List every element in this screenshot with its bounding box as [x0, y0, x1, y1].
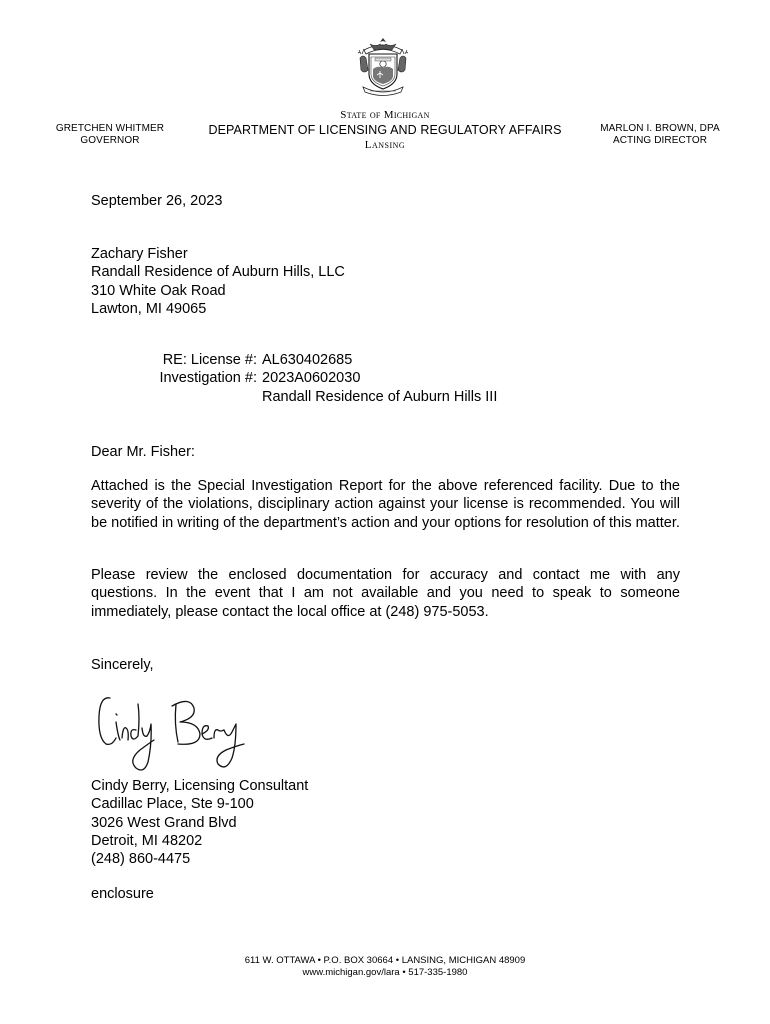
governor-block — [50, 123, 170, 147]
state-seal — [356, 36, 410, 98]
body-paragraph-1: Attached is the Special Investigation Report for the above referenced facility. Due to the severity of the violations, disciplinary action against your license is recommended. You will be notified in writing of the department’s action and your options for resolution of this matter. — [91, 478, 680, 531]
investigation-label: Investigation #: — [159, 370, 257, 387]
enclosure-note: enclosure — [91, 886, 154, 902]
recipient-city: Lawton, MI 49065 — [91, 300, 207, 317]
license-label: RE: License #: — [162, 352, 257, 368]
footer-address: 611 W. OTTAWA • P.O. BOX 30664 • LANSING, MICHIGAN 48909 — [244, 955, 526, 966]
signature-icon — [94, 688, 264, 774]
page-footer — [0, 955, 770, 979]
sender-city: Detroit, MI 48202 — [91, 832, 203, 849]
recipient-name: Zachary Fisher — [91, 246, 188, 262]
license-number: AL630402685 — [262, 352, 353, 368]
footer-contact: www.michigan.gov/lara • 517-335-1980 — [302, 967, 468, 978]
department-city: Lansing — [364, 139, 406, 151]
state-seal-icon — [356, 36, 410, 98]
re-labels — [130, 351, 257, 388]
state-name: State of Michigan — [340, 109, 430, 121]
recipient-company: Randall Residence of Auburn Hills, LLC — [91, 264, 345, 281]
director-name: MARLON I. BROWN, DPA — [600, 123, 720, 134]
director-block — [590, 123, 730, 147]
letter-date: September 26, 2023 — [91, 193, 223, 209]
facility-name: Randall Residence of Auburn Hills III — [262, 388, 498, 405]
sender-name: Cindy Berry, Licensing Consultant — [91, 778, 309, 794]
sender-block — [91, 777, 308, 868]
sender-phone: (248) 860-4475 — [91, 851, 191, 868]
body-paragraph-2: Please review the enclosed documentation for accuracy and contact me with any questions. In the event that I am not available and you need to speak to someone immediately, please contact the local office at (248) 975-5053. — [91, 567, 680, 620]
governor-name: GRETCHEN WHITMER — [55, 123, 165, 134]
closing: Sincerely, — [91, 657, 154, 673]
director-title: ACTING DIRECTOR — [612, 135, 708, 146]
sender-address-1: Cadillac Place, Ste 9-100 — [91, 796, 254, 813]
sender-address-2: 3026 West Grand Blvd — [91, 814, 237, 831]
salutation: Dear Mr. Fisher: — [91, 444, 195, 460]
investigation-number: 2023A0602030 — [262, 370, 361, 387]
governor-title: GOVERNOR — [80, 135, 140, 146]
recipient-street: 310 White Oak Road — [91, 282, 226, 299]
department-name: DEPARTMENT OF LICENSING AND REGULATORY AFFAIRS — [208, 123, 562, 137]
handwritten-signature — [94, 688, 264, 774]
recipient-address — [91, 245, 345, 318]
re-values — [262, 351, 497, 406]
